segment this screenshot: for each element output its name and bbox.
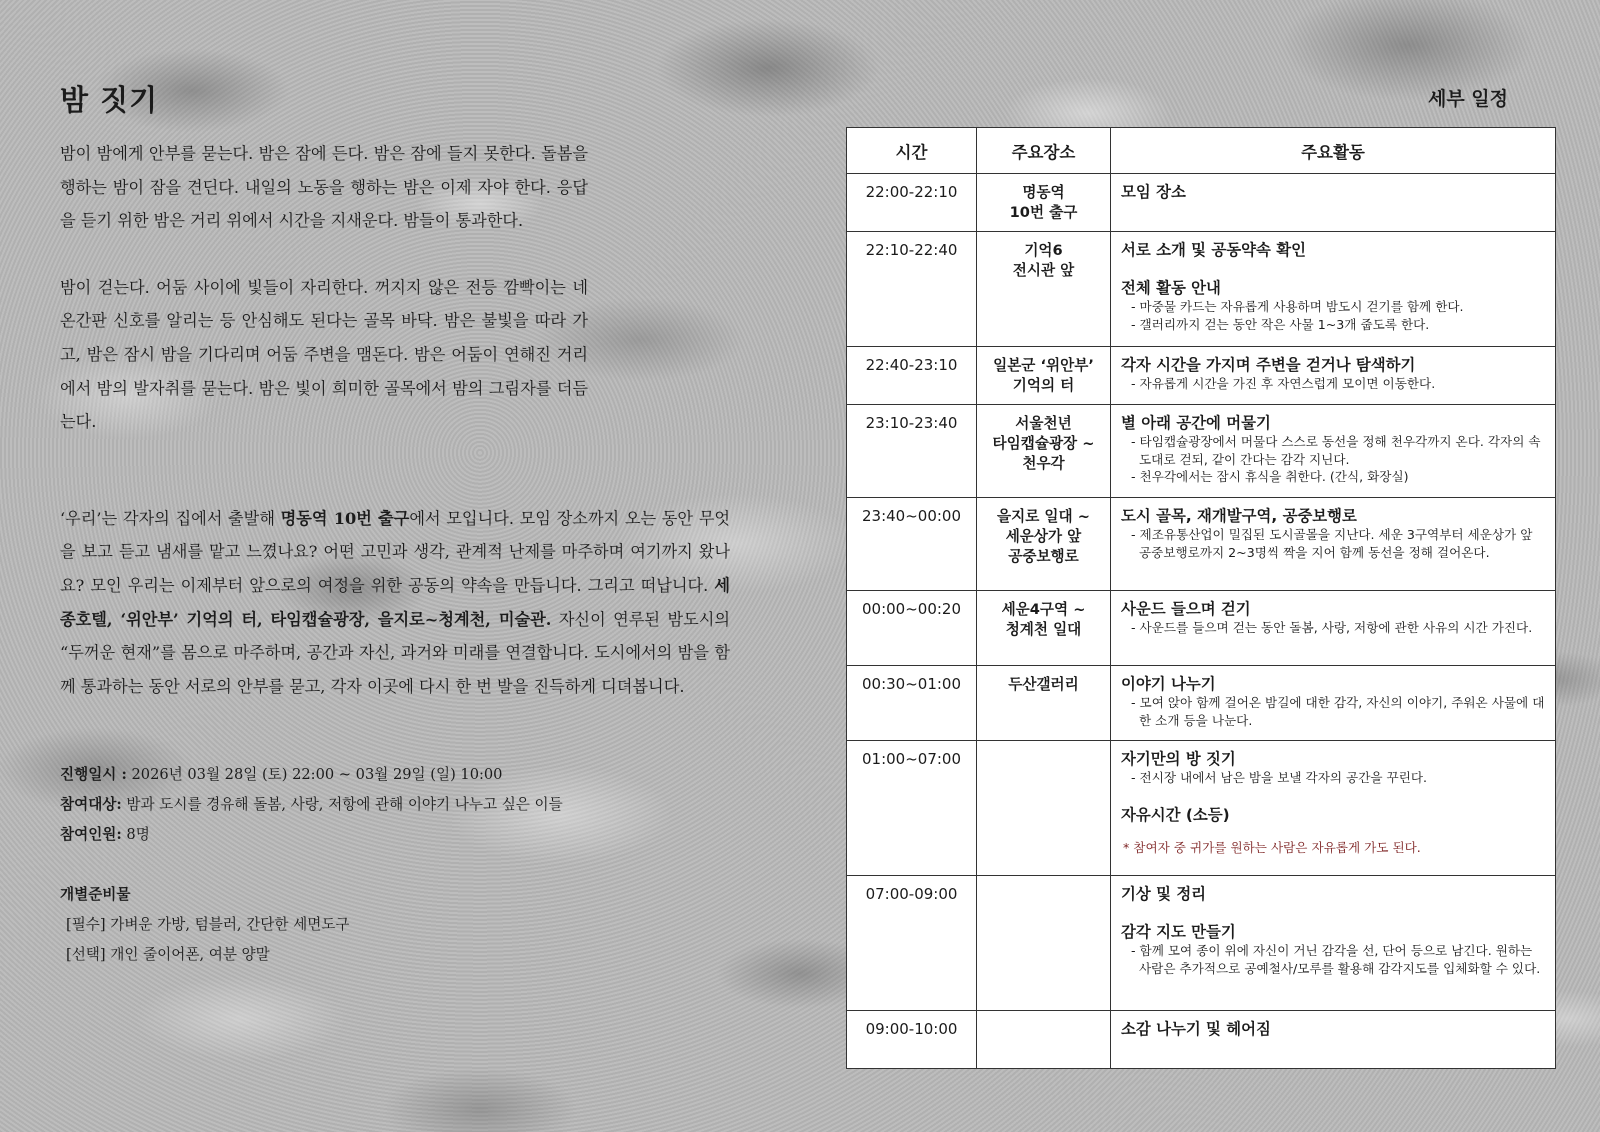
activity-title: 각자 시간을 가지며 주변을 걷거나 탐색하기: [1121, 356, 1416, 374]
place-line: 전시관 앞: [1012, 262, 1075, 279]
info-label: 참여인원:: [60, 826, 122, 844]
place-line: 두산갤러리: [1008, 676, 1079, 693]
info-label: 참여대상:: [60, 796, 122, 814]
place-line: 명동역: [1022, 184, 1065, 201]
activity-title: 서로 소개 및 공동약속 확인: [1121, 241, 1306, 259]
row-time: 22:00-22:10: [847, 174, 977, 232]
row-place: [977, 741, 1111, 876]
row-time: 01:00~07:00: [847, 741, 977, 876]
place-line: 기억의 터: [1012, 377, 1075, 394]
row-activity: [1111, 174, 1556, 232]
table-row: [847, 666, 1556, 741]
info-value: 8명: [121, 826, 150, 844]
place-line: 기억6: [1024, 242, 1063, 259]
table-row: [847, 174, 1556, 232]
activity-note: - 전시장 내에서 남은 밤을 보낼 각자의 공간을 꾸린다.: [1131, 770, 1428, 785]
place-line: 공중보행로: [1008, 548, 1079, 565]
row-activity: [1111, 876, 1556, 1011]
para3-text-1: ‘우리’는 각자의 집에서 출발해: [60, 508, 281, 528]
table-row: [847, 232, 1556, 347]
activity-title: 자기만의 방 짓기: [1121, 750, 1236, 768]
place-line: 천우각: [1022, 455, 1065, 472]
intro-paragraph-3: [60, 502, 730, 704]
activity-note: - 사운드를 들으며 걷는 동안 돌봄, 사랑, 저항에 관한 사유의 시간 가진다.: [1131, 620, 1533, 635]
info-value: 2026년 03월 28일 (토) 22:00 ~ 03월 29일 (일) 10:00: [126, 766, 503, 784]
preparation-list: [60, 880, 730, 970]
row-place: [977, 405, 1111, 498]
intro-paragraph-2: 밤이 걷는다. 어둠 사이에 빛들이 자리한다. 꺼지지 않은 전등 깜빡이는 네온간판 신호를 알리는 등 안심해도 된다는 골목 바닥. 밤은 불빛을 따라 가고, 밤은 잠시 밤을 기다리며 어둠 주변을 맴돈다. 밤은 어둠이 연해진 거리에서 밤의 발자취를 묻는다. 밤은 빛이 희미한 골목에서 밤의 그림자를 더듬는다.: [60, 277, 588, 432]
row-activity: [1111, 232, 1556, 347]
table-row: [847, 405, 1556, 498]
preparation-item-optional: [선택] 개인 줄이어폰, 여분 양말: [66, 946, 270, 964]
activity-note: - 함께 모여 종이 위에 자신이 거닌 감각을 선, 단어 등으로 남긴다. 원하는 사람은 추가적으로 공예철사/모루를 활용해 감각지도를 입체화할 수 있다.: [1131, 943, 1541, 976]
activity-note: - 마중물 카드는 자유롭게 사용하며 밤도시 걷기를 함께 한다.: [1131, 299, 1464, 314]
activity-title: 이야기 나누기: [1121, 675, 1216, 693]
info-label: 진행일시 :: [60, 766, 127, 784]
row-activity: [1111, 591, 1556, 666]
row-time: 23:10-23:40: [847, 405, 977, 498]
place-line: 일본군 ‘위안부’: [993, 357, 1094, 374]
activity-title: 도시 골목, 재개발구역, 공중보행로: [1121, 507, 1357, 525]
schedule-title: 세부 일정: [1427, 88, 1508, 110]
row-activity: [1111, 666, 1556, 741]
preparation-item-required: [필수] 가벼운 가방, 텀블러, 간단한 세면도구: [66, 916, 350, 934]
row-activity: [1111, 498, 1556, 591]
row-time: 00:30~01:00: [847, 666, 977, 741]
row-place: [977, 876, 1111, 1011]
activity-note: - 갤러리까지 걷는 동안 작은 사물 1~3개 줍도록 한다.: [1131, 316, 1430, 332]
table-row: [847, 498, 1556, 591]
meeting-point-bold: 명동역 10번 출구: [280, 508, 410, 528]
activity-title: 자유시간 (소등): [1121, 805, 1230, 824]
row-time: 00:00~00:20: [847, 591, 977, 666]
activity-note: - 천우각에서는 잠시 휴식을 취한다. (간식, 화장실): [1131, 469, 1409, 484]
intro-paragraph-1: 밤이 밤에게 안부를 묻는다. 밤은 잠에 든다. 밤은 잠에 들지 못한다. 돌봄을 행하는 밤이 잠을 견딘다. 내일의 노동을 행하는 밤은 이제 자야 한다. 응답을 듣기 위한 밤은 거리 위에서 시간을 지새운다. 밤들이 통과한다.: [60, 144, 588, 231]
row-place: [977, 591, 1111, 666]
warning-note: * 참여자 중 귀가를 원하는 사람은 자유롭게 가도 된다.: [1123, 839, 1421, 855]
row-activity: [1111, 347, 1556, 405]
activity-note: - 제조유통산업이 밀집된 도시골몰을 지난다. 세운 3구역부터 세운상가 앞 공중보행로까지 2~3명씩 짝을 지어 함께 동선을 정해 걸어온다.: [1131, 527, 1533, 560]
para3-text-3: 자신이 연루된 밤도시의 “두꺼운 현재”를 몸으로 마주하며, 공간과 자신, 과거와 미래를 연결합니다. 도시에서의 밤을 함께 통과하는 동안 서로의 안부를 묻고, 각자 이곳에 다시 한 번 발을 진득하게 디뎌봅니다.: [60, 609, 730, 696]
row-time: 23:40~00:00: [847, 498, 977, 591]
header-time: 시간: [847, 128, 977, 174]
table-row: [847, 591, 1556, 666]
page-title: 밤 짓기: [60, 83, 159, 117]
route-places-bold: 세종호텔, ‘위안부’ 기억의 터, 타임캡슐광장, 을지로~청계천, 미술관.: [60, 575, 730, 629]
row-time: 22:10-22:40: [847, 232, 977, 347]
activity-title: 전체 활동 안내: [1121, 279, 1221, 297]
place-line: 세운4구역 ~: [1001, 601, 1086, 618]
table-row: [847, 876, 1556, 1011]
header-place: 주요장소: [977, 128, 1111, 174]
row-place: [977, 174, 1111, 232]
preparation-heading: 개별준비물: [60, 886, 131, 904]
place-line: 세운상가 앞: [1005, 528, 1082, 545]
row-activity: [1111, 1011, 1556, 1069]
header-activity: 주요활동: [1111, 128, 1556, 174]
activity-title: 별 아래 공간에 머물기: [1121, 414, 1271, 432]
info-date: [60, 760, 730, 790]
schedule-table: [846, 127, 1556, 1069]
place-line: 타임캡슐광장 ~: [992, 435, 1095, 452]
activity-title: 기상 및 정리: [1121, 885, 1207, 903]
place-line: 청계천 일대: [1005, 621, 1082, 638]
activity-title: 소감 나누기 및 헤어짐: [1121, 1020, 1271, 1038]
row-activity: [1111, 741, 1556, 876]
row-place: [977, 347, 1111, 405]
activity-title: 감각 지도 만들기: [1121, 923, 1236, 941]
table-row: [847, 1011, 1556, 1069]
table-row: [847, 347, 1556, 405]
info-value: 밤과 도시를 경유해 돌봄, 사랑, 저항에 관해 이야기 나누고 싶은 이들: [121, 796, 563, 814]
activity-title: 모임 장소: [1121, 183, 1186, 201]
row-place: [977, 666, 1111, 741]
row-place: [977, 1011, 1111, 1069]
place-line: 10번 출구: [1009, 204, 1078, 221]
table-header-row: [847, 128, 1556, 174]
row-place: [977, 232, 1111, 347]
row-time: 22:40-23:10: [847, 347, 977, 405]
row-time: 07:00-09:00: [847, 876, 977, 1011]
place-line: 을지로 일대 ~: [997, 508, 1090, 525]
activity-note: - 자유롭게 시간을 가진 후 자연스럽게 모이면 이동한다.: [1131, 376, 1436, 391]
place-line: 서울천년: [1015, 415, 1072, 432]
para3-text-2: 에서 모입니다. 모임 장소까지 오는 동안 무엇을 보고 듣고 냄새를 맡고 느꼈나요? 어떤 고민과 생각, 관계적 난제를 마주하며 여기까지 왔나요? 모인 우리는 이제부터 앞으로의 여정을 위한 공동의 약속을 만듭니다. 그리고 떠납니다.: [60, 508, 730, 595]
activity-title: 사운드 들으며 걷기: [1121, 600, 1251, 618]
row-time: 09:00-10:00: [847, 1011, 977, 1069]
table-row: [847, 741, 1556, 876]
activity-note: - 모여 앉아 함께 걸어온 밤길에 대한 감각, 자신의 이야기, 주워온 사물에 대한 소개 등을 나눈다.: [1131, 695, 1545, 728]
info-target: [60, 790, 730, 820]
row-activity: [1111, 405, 1556, 498]
intro-section: [60, 78, 730, 970]
event-info: [60, 760, 730, 850]
activity-note: - 타임캡슐광장에서 머물다 스스로 동선을 정해 천우각까지 온다. 각자의 속도대로 걷되, 같이 간다는 감각 지닌다.: [1131, 434, 1541, 467]
info-count: [60, 820, 730, 850]
row-place: [977, 498, 1111, 591]
